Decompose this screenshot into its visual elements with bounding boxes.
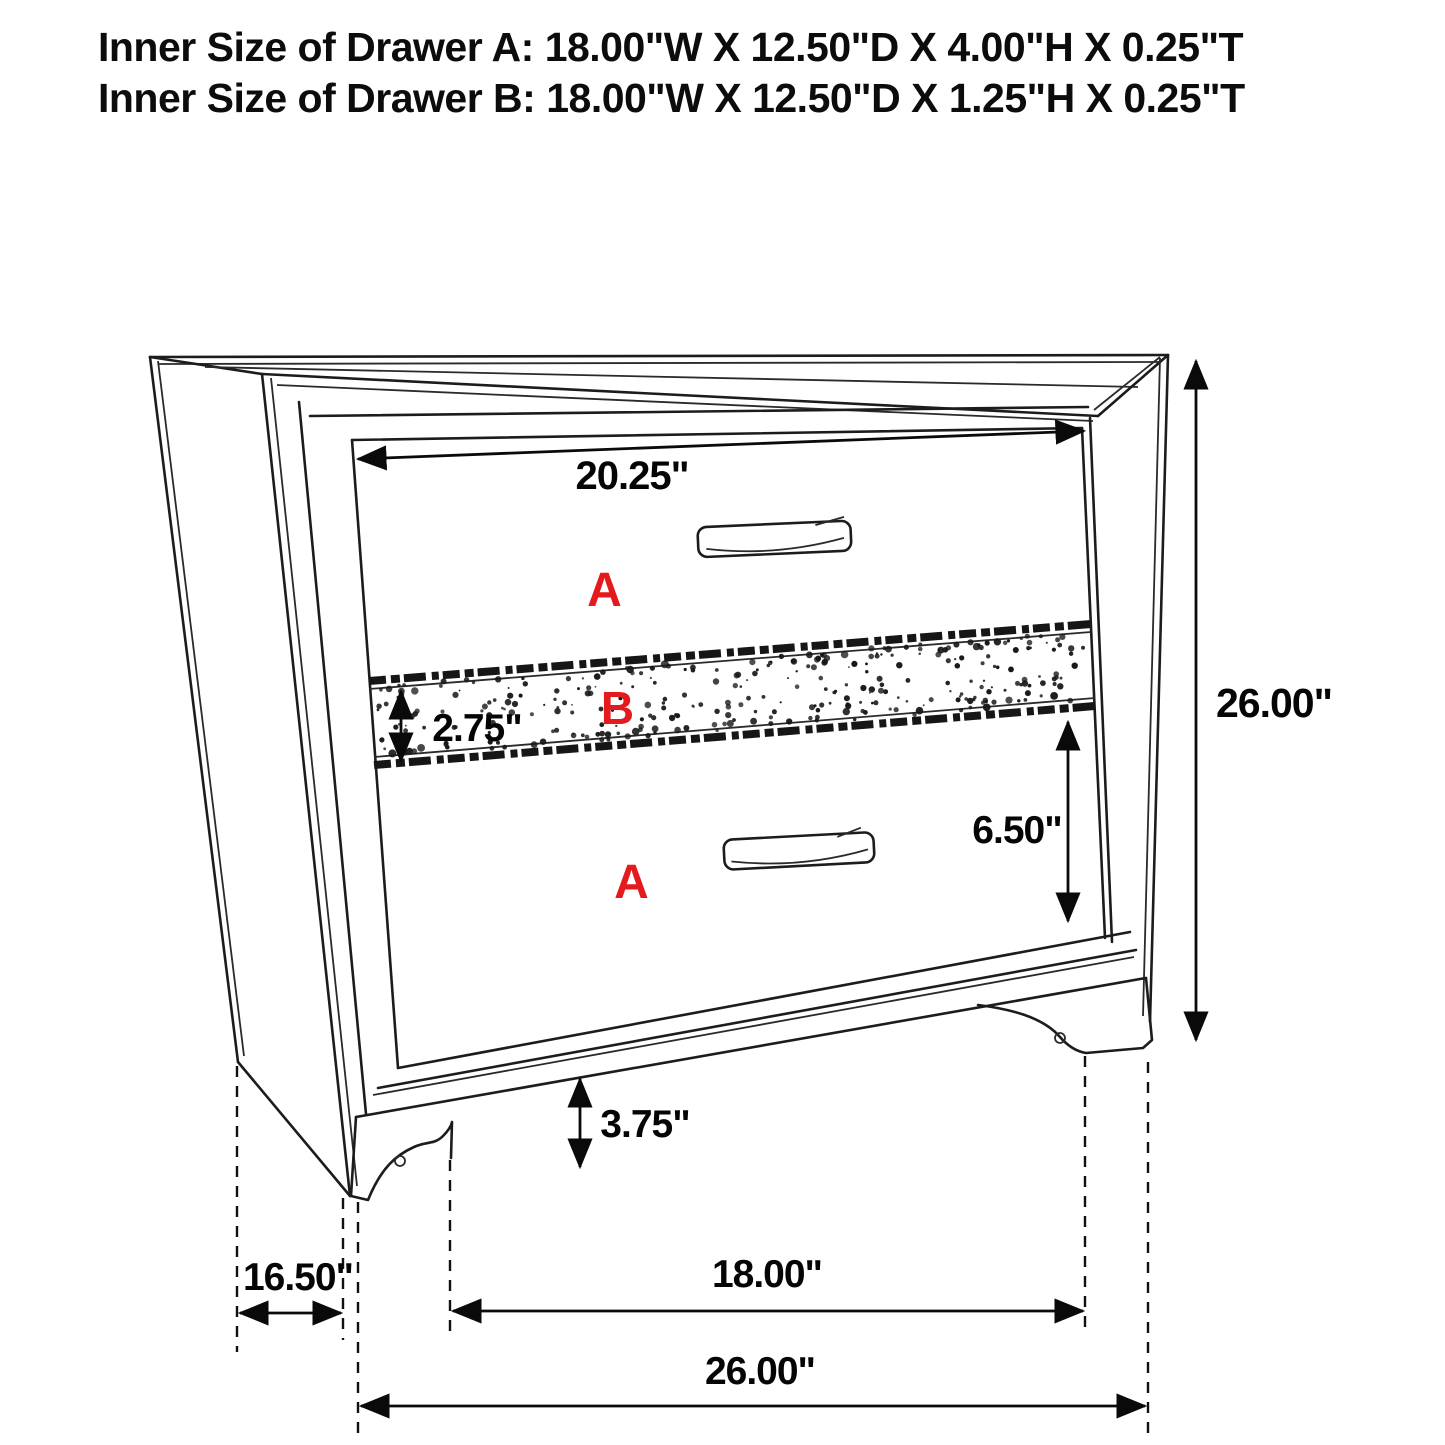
dim-label-opening-width: 20.25" bbox=[575, 454, 689, 498]
dim-label-bottom-drawer-height: 6.50" bbox=[972, 809, 1062, 852]
bottom-drawer-handle bbox=[723, 827, 875, 870]
dim-label-strip-height: 2.75" bbox=[432, 707, 522, 750]
dim-label-between-legs: 18.00" bbox=[711, 1253, 823, 1296]
header-line-drawer-b: Inner Size of Drawer B: 18.00"W X 12.50"D X 1.25"H X 0.25"T bbox=[98, 75, 1245, 121]
middle-drawer-letter: B bbox=[600, 682, 634, 734]
dim-label-side-depth: 16.50" bbox=[242, 1256, 354, 1299]
dim-label-foot-height: 3.75" bbox=[600, 1103, 690, 1146]
cabinet-left-side-panel bbox=[150, 357, 357, 1196]
dim-label-overall-height: 26.00" bbox=[1215, 680, 1333, 726]
left-bracket-foot bbox=[351, 1117, 452, 1200]
dim-label-overall-width: 26.00" bbox=[704, 1350, 816, 1393]
top-drawer-handle bbox=[697, 517, 851, 558]
right-bracket-foot bbox=[978, 978, 1152, 1053]
top-drawer-letter: A bbox=[587, 564, 621, 617]
cabinet-bottom-rail bbox=[356, 932, 1146, 1117]
bottom-drawer-letter: A bbox=[614, 856, 648, 909]
header-line-drawer-a: Inner Size of Drawer A: 18.00"W X 12.50"D X 4.00"H X 0.25"T bbox=[98, 24, 1244, 70]
